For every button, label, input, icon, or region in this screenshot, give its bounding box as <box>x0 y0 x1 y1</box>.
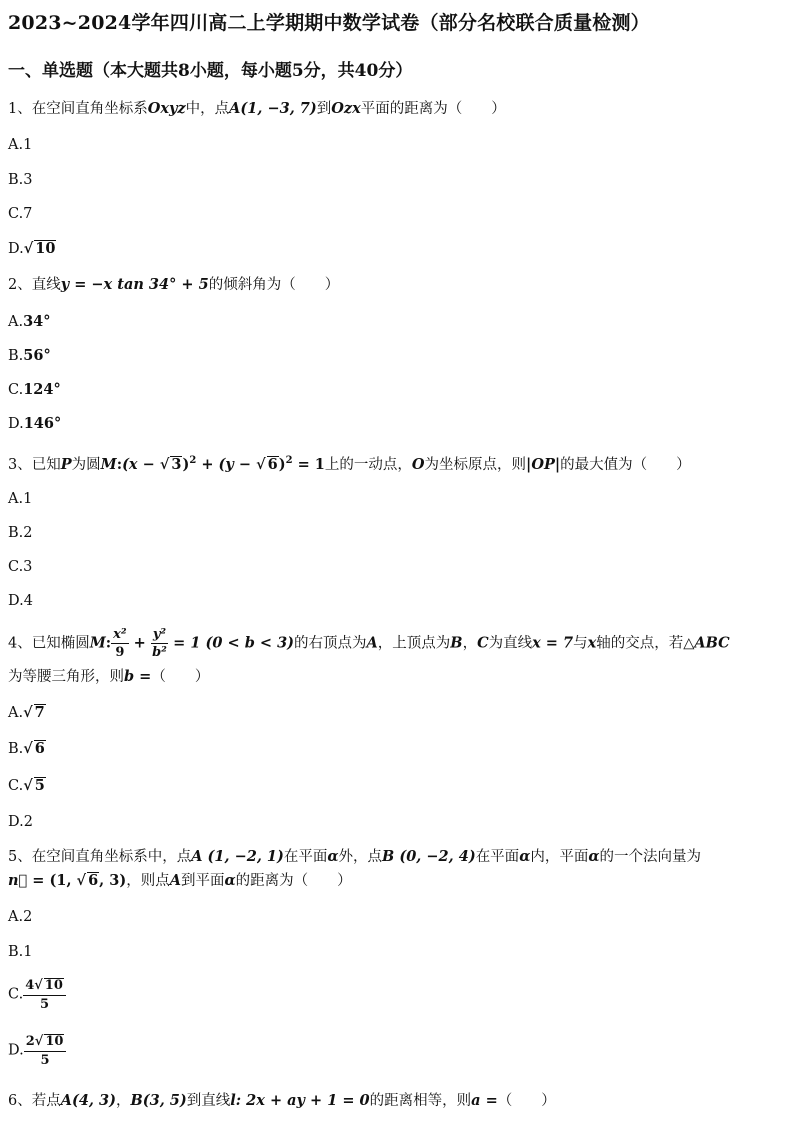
question-number: 2、 <box>8 277 32 293</box>
option-a: A.34° <box>8 313 51 330</box>
question-4: 4、已知椭圆M: $\frac{\text{x²}}{9}$ + $\frac{\text{y²}}{\text{b²}}$ = 1 (0 < b < 3)的右顶点为A，上顶点为B，C为直线x = 7与x轴的交点，若△ABC <box>8 627 730 660</box>
option-b: B.3 <box>8 172 33 188</box>
exam-title: 2023~2024学年四川高二上学期期中数学试卷（部分名校联合质量检测） <box>8 12 650 34</box>
question-number: 4、 <box>8 635 32 652</box>
question-number: 1、 <box>8 101 32 117</box>
fraction: $\frac{2√ 10}{5}$ <box>24 1034 67 1067</box>
fraction: $\frac{4√ 10}{5}$ <box>23 978 66 1011</box>
question-number: 5、 <box>8 849 32 865</box>
option-d: D.√ 10 <box>8 240 56 257</box>
option-a: A.√ 7 <box>8 704 45 721</box>
question-3: 3、已知P为圆M:(x − √ 3)$^2$ + (y − √ 6)$^2$ = 1上的一动点，O为坐标原点，则|OP|的最大值为（ ） <box>8 455 691 473</box>
option-b: B.56° <box>8 347 51 364</box>
question-5-line2: n⃗ = (1, √ 6, 3)，则点A到平面α的距离为（ ） <box>8 872 352 889</box>
option-c: C.√ 5 <box>8 777 45 794</box>
option-d: D. $\frac{2√ 10}{5}$ <box>8 1034 66 1067</box>
question-4-line2: 为等腰三角形，则b =（ ） <box>8 668 210 685</box>
option-c: C. $\frac{4√ 10}{5}$ <box>8 978 66 1011</box>
option-d: D.4 <box>8 593 33 609</box>
question-number: 3、 <box>8 456 32 473</box>
option-a: A.2 <box>8 909 33 925</box>
option-d: D.146° <box>8 415 62 432</box>
option-a: A.1 <box>8 137 33 153</box>
option-b: B.1 <box>8 944 33 960</box>
option-d: D.2 <box>8 814 33 830</box>
fraction: $\frac{\text{y²}}{\text{b²}}$ <box>152 627 167 660</box>
option-c: C.3 <box>8 559 33 575</box>
section-heading: 一、单选题（本大题共8小题，每小题5分，共40分） <box>8 61 413 81</box>
option-a: A.1 <box>8 491 33 507</box>
question-number: 6、 <box>8 1093 32 1109</box>
fraction: $\frac{\text{x²}}{9}$ <box>113 627 127 660</box>
option-b: B.√ 6 <box>8 740 45 757</box>
option-b: B.2 <box>8 525 33 541</box>
question-2: 2、直线y = −x tan 34° + 5的倾斜角为（ ） <box>8 276 340 293</box>
option-c: C.124° <box>8 381 61 398</box>
question-1: 1、在空间直角坐标系Oxyz中，点A(1, −3, 7)到Ozx平面的距离为（ ） <box>8 100 506 117</box>
question-5: 5、在空间直角坐标系中，点A (1, −2, 1)在平面α外，点B (0, −2, 4)在平面α内，平面α的一个法向量为 <box>8 848 702 865</box>
question-6: 6、若点A(4, 3)，B(3, 5)到直线l: 2x + ay + 1 = 0的距离相等，则a =（ ） <box>8 1092 556 1109</box>
option-c: C.7 <box>8 206 33 222</box>
